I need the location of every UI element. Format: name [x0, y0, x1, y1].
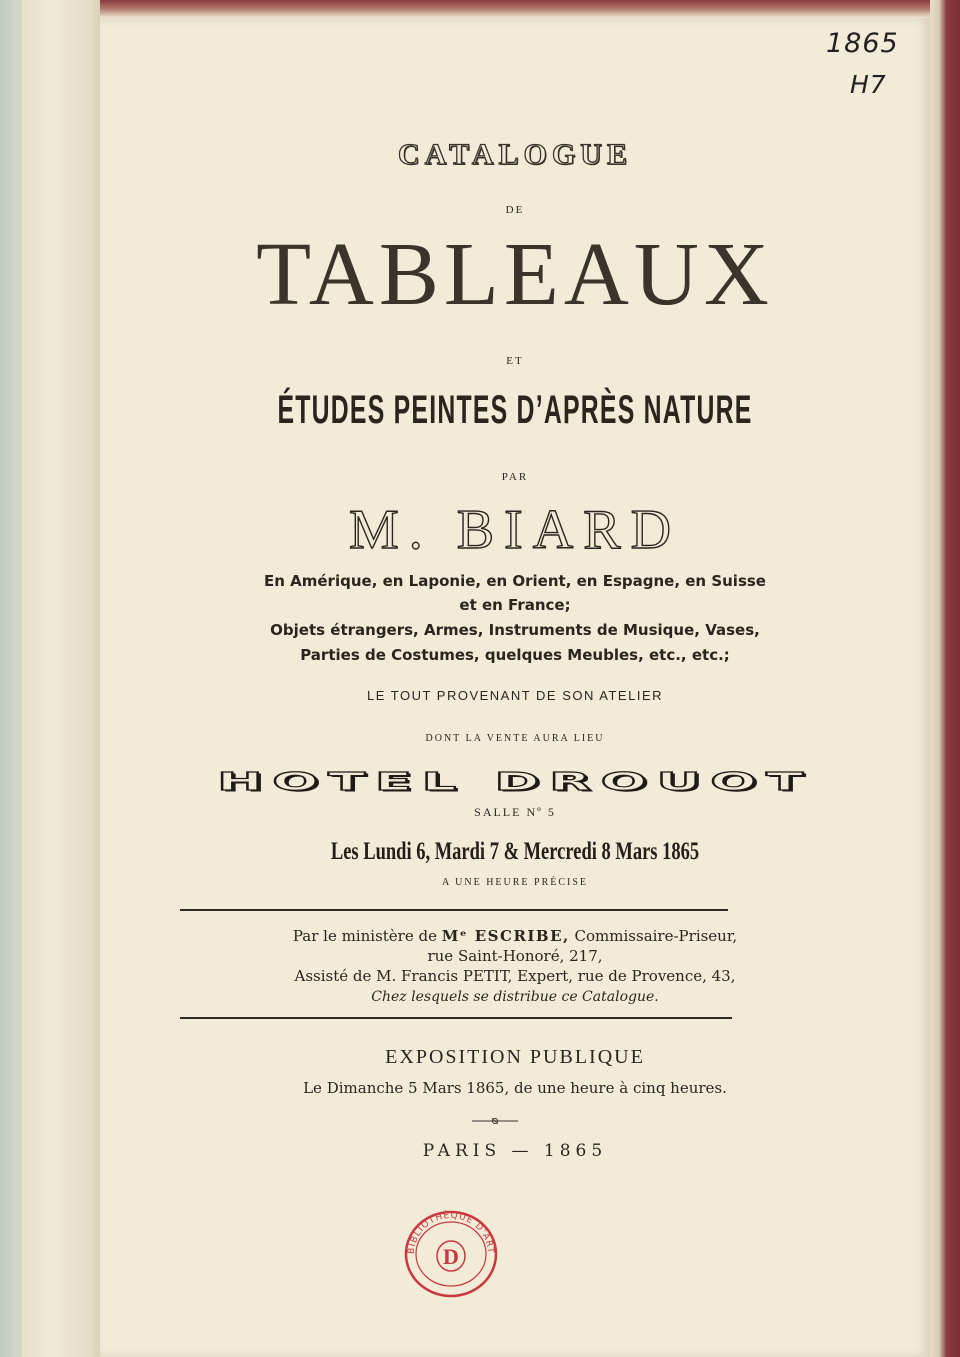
stamp-initial: D [443, 1244, 459, 1269]
handwritten-code: H7 [850, 70, 887, 99]
rule-top [180, 909, 728, 911]
description-line-3: Objets étrangers, Armes, Instruments de Musique, Vases, [270, 621, 760, 639]
auctioneer-name: Mᵉ ESCRIBE, [441, 927, 570, 945]
venue-name: HOTEL DROUOT [217, 767, 813, 797]
heading-tableaux: TABLEAUX [256, 225, 774, 324]
ministry-prefix: Par le ministère de [292, 927, 437, 945]
top-edge [100, 0, 930, 18]
heading-et: ET [506, 355, 524, 367]
ministry-line-3: Assisté de M. Francis PETIT, Expert, rue de Provence, 43, [294, 967, 736, 985]
stamp-text: BIBLIOTHÈQUE D'ART [406, 1210, 496, 1255]
exposition-detail: Le Dimanche 5 Mars 1865, de une heure à cinq heures. [303, 1079, 727, 1097]
handwritten-year: 1865 [826, 28, 899, 59]
heading-subtitle: ÉTUDES PEINTES D’APRÈS NATURE [277, 388, 753, 432]
artist-name: M. BIARD [348, 499, 682, 561]
salle-line: SALLE Nº 5 [474, 805, 556, 819]
library-stamp [402, 1208, 500, 1300]
description-line-4: Parties de Costumes, quelques Meubles, etc., etc.; [300, 646, 730, 664]
sale-dates: Les Lundi 6, Mardi 7 & Mercredi 8 Mars 1865 [330, 838, 700, 865]
imprint: PARIS — 1865 [422, 1141, 608, 1161]
description-line-1: En Amérique, en Laponie, en Orient, en Espagne, en Suisse [264, 572, 766, 590]
vente-line: DONT LA VENTE AURA LIEU [425, 733, 605, 744]
page-gutter [22, 0, 101, 1357]
heading-catalogue: CATALOGUE [398, 138, 632, 171]
sale-time: A UNE HEURE PRÉCISE [441, 877, 589, 888]
rule-bottom [180, 1017, 732, 1019]
ministry-line-1 [100, 927, 930, 945]
heading-par: PAR [501, 471, 529, 483]
exposition-title: EXPOSITION PUBLIQUE [385, 1046, 645, 1068]
binding-strip [0, 0, 22, 1357]
ministry-suffix: Commissaire-Priseur, [574, 927, 738, 945]
ornament-divider [470, 1115, 520, 1127]
description-line-2: et en France; [459, 596, 571, 614]
ministry-line-4: Chez lesquels se distribue ce Catalogue. [371, 989, 659, 1005]
ministry-line-2: rue Saint-Honoré, 217, [427, 947, 603, 965]
book-cover-edge [930, 0, 960, 1357]
heading-de: DE [505, 204, 525, 216]
atelier-line: LE TOUT PROVENANT DE SON ATELIER [366, 688, 664, 703]
